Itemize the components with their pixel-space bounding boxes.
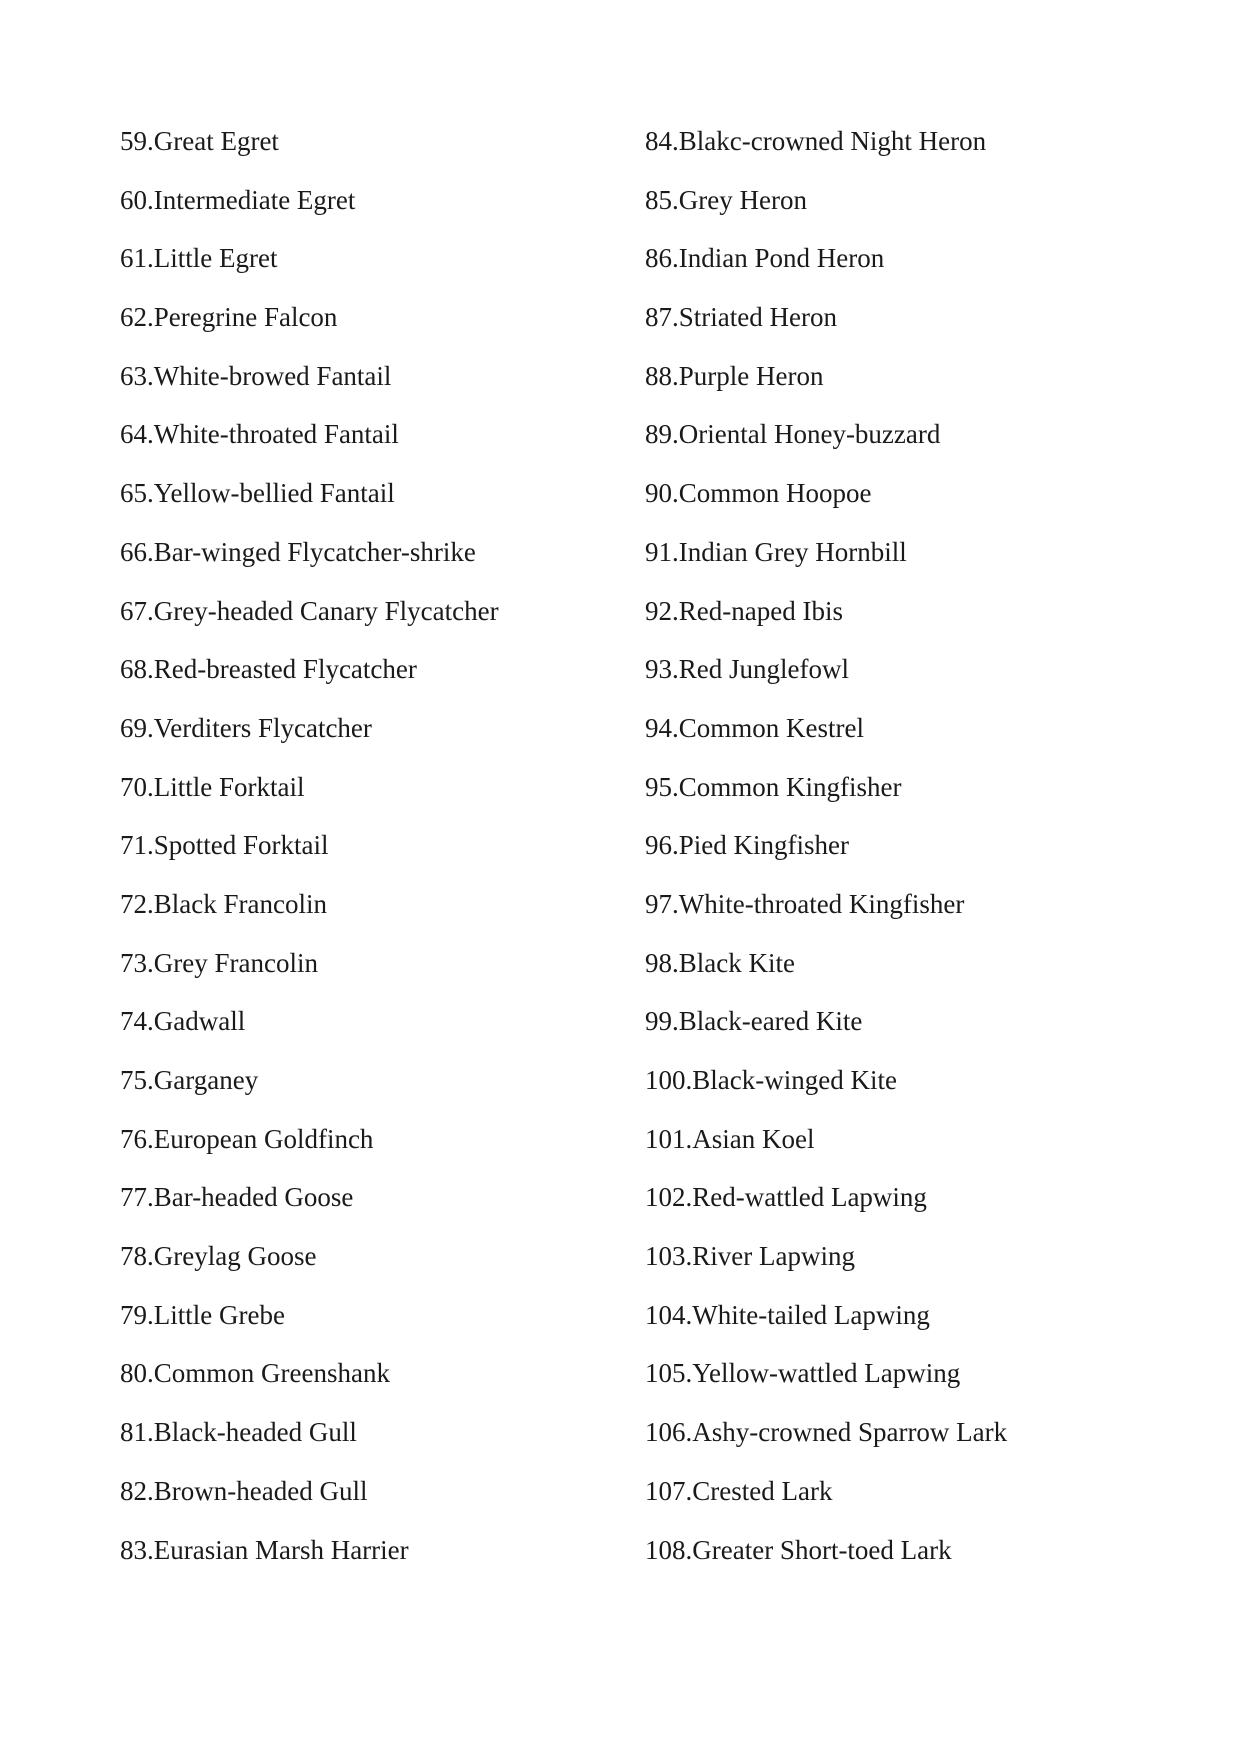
item-number: 71. [120, 830, 154, 861]
list-item [120, 409, 620, 468]
item-number: 80. [120, 1358, 154, 1389]
bird-name: Pied Kingfisher [678, 830, 849, 861]
list-item [645, 938, 1165, 997]
bird-name: Indian Pond Heron [678, 243, 885, 274]
bird-name: Grey Francolin [153, 947, 318, 978]
list-item [645, 762, 1165, 821]
bird-name: Common Hoopoe [678, 478, 872, 509]
item-number: 87. [645, 302, 679, 333]
bird-name: Gadwall [153, 1006, 246, 1037]
list-item [120, 175, 620, 234]
item-number: 91. [645, 536, 679, 567]
bird-name: Red-wattled Lapwing [692, 1182, 927, 1213]
item-number: 67. [120, 595, 154, 626]
item-number: 100. [645, 1065, 693, 1095]
list-item [120, 1114, 620, 1173]
list-item [645, 292, 1165, 351]
bird-name: Yellow-wattled Lapwing [692, 1358, 961, 1389]
bird-name: Common Kingfisher [678, 771, 902, 802]
item-number: 86. [645, 243, 679, 274]
list-item [120, 1407, 620, 1466]
list-item [645, 586, 1165, 645]
item-number: 63. [120, 360, 154, 391]
bird-name: Black-winged Kite [692, 1065, 897, 1095]
left-column-list [120, 116, 620, 1583]
bird-name: Little Egret [153, 243, 278, 274]
bird-name: Great Egret [153, 126, 279, 156]
bird-name: Garganey [153, 1065, 259, 1095]
item-number: 92. [645, 595, 679, 626]
list-item [645, 996, 1165, 1055]
list-item [645, 1525, 1165, 1584]
item-number: 95. [645, 771, 679, 802]
bird-name: Red Junglefowl [678, 654, 849, 685]
item-number: 88. [645, 360, 679, 391]
item-number: 94. [645, 712, 679, 743]
bird-name: Eurasian Marsh Harrier [153, 1534, 409, 1565]
bird-name: Indian Grey Hornbill [678, 536, 907, 567]
list-item [645, 703, 1165, 762]
list-item [645, 527, 1165, 586]
item-number: 73. [120, 947, 154, 978]
bird-name: Blakc-crowned Night Heron [678, 126, 987, 156]
right-column-list [645, 116, 1165, 1583]
item-number: 82. [120, 1475, 154, 1506]
bird-name: Common Kestrel [678, 712, 864, 743]
bird-name: Striated Heron [678, 302, 837, 333]
bird-name: Asian Koel [692, 1123, 815, 1154]
bird-name: Grey Heron [678, 184, 807, 215]
list-item [120, 233, 620, 292]
list-item [120, 1466, 620, 1525]
list-item [645, 116, 1165, 175]
bird-name: White-throated Fantail [153, 419, 399, 450]
item-number: 81. [120, 1417, 154, 1448]
list-item [645, 1466, 1165, 1525]
bird-name: Red-naped Ibis [678, 595, 843, 626]
item-number: 77. [120, 1182, 154, 1213]
item-number: 68. [120, 654, 154, 685]
item-number: 98. [645, 947, 679, 978]
list-item [120, 1172, 620, 1231]
list-item [120, 468, 620, 527]
item-number: 107. [645, 1475, 693, 1506]
item-number: 69. [120, 712, 154, 743]
list-item [645, 233, 1165, 292]
bird-name: Yellow-bellied Fantail [153, 478, 395, 509]
item-number: 72. [120, 888, 154, 919]
item-number: 64. [120, 419, 154, 450]
bird-name: White-throated Kingfisher [678, 888, 965, 919]
list-item [120, 1055, 620, 1114]
bird-name: Little Grebe [153, 1299, 285, 1330]
bird-name: Purple Heron [678, 360, 824, 391]
list-item [120, 820, 620, 879]
item-number: 78. [120, 1241, 154, 1272]
list-item [120, 938, 620, 997]
item-number: 89. [645, 419, 679, 450]
bird-name: Little Forktail [153, 771, 305, 802]
list-item [645, 1055, 1165, 1114]
bird-name: Intermediate Egret [153, 184, 356, 215]
list-item [645, 1172, 1165, 1231]
item-number: 65. [120, 478, 154, 509]
bird-name: Bar-headed Goose [153, 1182, 354, 1213]
list-item [645, 1114, 1165, 1173]
item-number: 59. [120, 126, 154, 156]
list-item [120, 1290, 620, 1349]
list-item [120, 1348, 620, 1407]
item-number: 61. [120, 243, 154, 274]
bird-name: Grey-headed Canary Flycatcher [153, 595, 499, 626]
item-number: 70. [120, 771, 154, 802]
bird-name: Peregrine Falcon [153, 302, 338, 333]
item-number: 96. [645, 830, 679, 861]
list-item [645, 1407, 1165, 1466]
bird-name: Bar-winged Flycatcher-shrike [153, 536, 476, 567]
bird-name: Ashy-crowned Sparrow Lark [692, 1417, 1008, 1448]
list-item [645, 820, 1165, 879]
list-item [120, 116, 620, 175]
list-item [120, 351, 620, 410]
list-item [645, 879, 1165, 938]
item-number: 75. [120, 1065, 154, 1095]
item-number: 93. [645, 654, 679, 685]
item-number: 83. [120, 1534, 154, 1565]
bird-name: Spotted Forktail [153, 830, 329, 861]
bird-name: White-tailed Lapwing [692, 1299, 930, 1330]
item-number: 74. [120, 1006, 154, 1037]
bird-name: Brown-headed Gull [153, 1475, 368, 1506]
list-item [645, 1348, 1165, 1407]
list-item [645, 468, 1165, 527]
item-number: 66. [120, 536, 154, 567]
item-number: 85. [645, 184, 679, 215]
bird-name: Common Greenshank [153, 1358, 390, 1389]
list-item [120, 1525, 620, 1584]
item-number: 106. [645, 1417, 693, 1448]
bird-name: Black Francolin [153, 888, 327, 919]
list-item [645, 351, 1165, 410]
list-item [120, 996, 620, 1055]
item-number: 76. [120, 1123, 154, 1154]
list-item [645, 1231, 1165, 1290]
bird-name: Black-eared Kite [678, 1006, 863, 1037]
item-number: 103. [645, 1241, 693, 1272]
item-number: 90. [645, 478, 679, 509]
bird-name: Greater Short-toed Lark [692, 1534, 952, 1565]
list-item [120, 703, 620, 762]
item-number: 108. [645, 1534, 693, 1565]
list-item [120, 879, 620, 938]
item-number: 84. [645, 126, 679, 156]
list-item [120, 1231, 620, 1290]
item-number: 99. [645, 1006, 679, 1037]
list-item [120, 292, 620, 351]
bird-name: Oriental Honey-buzzard [678, 419, 941, 450]
list-item [645, 175, 1165, 234]
list-item [120, 527, 620, 586]
list-item [645, 1290, 1165, 1349]
item-number: 102. [645, 1182, 693, 1213]
item-number: 105. [645, 1358, 693, 1389]
item-number: 101. [645, 1123, 693, 1154]
bird-name: Verditers Flycatcher [153, 712, 372, 743]
item-number: 60. [120, 184, 154, 215]
item-number: 62. [120, 302, 154, 333]
bird-name: Greylag Goose [153, 1241, 317, 1272]
bird-name: European Goldfinch [153, 1123, 374, 1154]
bird-name: White-browed Fantail [153, 360, 392, 391]
list-item [645, 409, 1165, 468]
list-item [120, 644, 620, 703]
bird-name: Black-headed Gull [153, 1417, 357, 1448]
item-number: 79. [120, 1299, 154, 1330]
bird-name: Crested Lark [692, 1475, 833, 1506]
bird-name: River Lapwing [692, 1241, 855, 1272]
list-item [120, 586, 620, 645]
bird-name: Red-breasted Flycatcher [153, 654, 417, 685]
item-number: 104. [645, 1299, 693, 1330]
bird-name: Black Kite [678, 947, 795, 978]
list-item [120, 762, 620, 821]
list-item [645, 644, 1165, 703]
item-number: 97. [645, 888, 679, 919]
